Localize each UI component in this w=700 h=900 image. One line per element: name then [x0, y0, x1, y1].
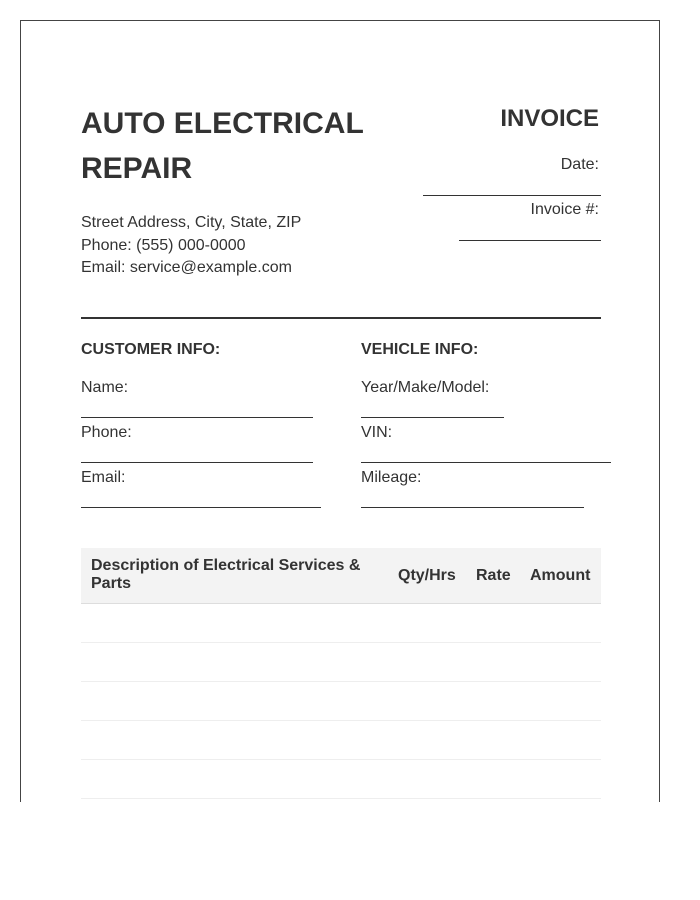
- table-row[interactable]: [81, 760, 601, 799]
- invoice-sheet: [20, 20, 660, 802]
- table-row[interactable]: [81, 604, 601, 643]
- table-row[interactable]: [81, 721, 601, 760]
- customer-name-label: Name:: [81, 379, 129, 396]
- vehicle-mileage-field[interactable]: [361, 507, 584, 508]
- header-qty: Qty/Hrs: [398, 567, 456, 584]
- customer-email-label: Email:: [81, 469, 126, 486]
- header-divider: [81, 317, 601, 319]
- company-address: Street Address, City, State, ZIP: [81, 214, 302, 231]
- invoice-number-field[interactable]: [459, 240, 601, 241]
- table-header: [81, 548, 601, 604]
- table-row[interactable]: [81, 643, 601, 682]
- services-table: [81, 548, 601, 799]
- header-description: Description of Electrical Services & Parts: [91, 557, 361, 592]
- invoice-number-label: Invoice #:: [530, 201, 599, 218]
- date-label: Date:: [560, 156, 599, 173]
- vehicle-info-heading: VEHICLE INFO:: [361, 341, 479, 358]
- company-phone: Phone: (555) 000-0000: [81, 237, 246, 254]
- date-field[interactable]: [423, 195, 601, 196]
- customer-info-heading: CUSTOMER INFO:: [81, 341, 221, 358]
- invoice-title: INVOICE: [500, 105, 599, 132]
- customer-name-field[interactable]: [81, 417, 313, 418]
- company-email: Email: service@example.com: [81, 259, 292, 276]
- company-name: AUTO ELECTRICAL REPAIR: [81, 107, 364, 185]
- vehicle-mileage-label: Mileage:: [361, 469, 422, 486]
- customer-phone-field[interactable]: [81, 462, 313, 463]
- customer-phone-label: Phone:: [81, 424, 132, 441]
- vehicle-ymm-label: Year/Make/Model:: [361, 379, 490, 396]
- header-rate: Rate: [476, 567, 511, 584]
- vehicle-vin-field[interactable]: [361, 462, 611, 463]
- vehicle-ymm-field[interactable]: [361, 417, 504, 418]
- vehicle-vin-label: VIN:: [361, 424, 393, 441]
- table-row[interactable]: [81, 682, 601, 721]
- header-amount: Amount: [530, 567, 591, 584]
- customer-email-field[interactable]: [81, 507, 321, 508]
